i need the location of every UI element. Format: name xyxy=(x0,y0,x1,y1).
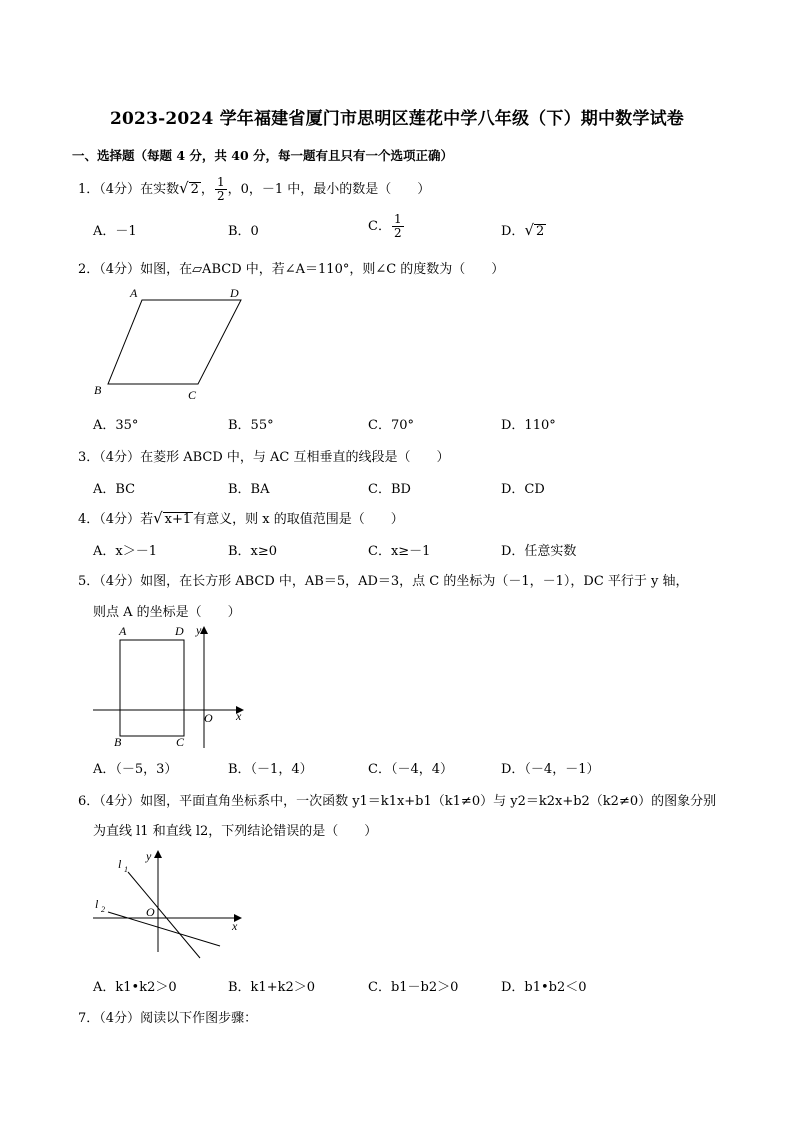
q2-option-d: D．110° xyxy=(501,418,556,433)
rectangle-coordinate-figure xyxy=(88,620,258,752)
q4-option-c: C．x≥－1 xyxy=(368,544,431,559)
q6-option-a: A．k1•k2＞0 xyxy=(93,980,177,995)
svg-text:A: A xyxy=(130,286,138,300)
svg-text:D: D xyxy=(175,624,184,638)
svg-text:B: B xyxy=(114,735,122,749)
question-5-line2: 则点 A 的坐标是（ ） xyxy=(93,605,241,620)
q3-option-c: C．BD xyxy=(368,482,411,497)
q6-option-c: C．b1－b2＞0 xyxy=(368,980,459,995)
question-3: 3．（4分）在菱形 ABCD 中，与 AC 互相垂直的线段是（ ） xyxy=(78,450,450,465)
parallelogram-figure xyxy=(88,282,258,407)
question-2: 2．（4分）如图，在▱ABCD 中，若∠A＝110°，则∠C 的度数为（ ） xyxy=(78,262,505,277)
linear-functions-figure xyxy=(88,842,258,967)
q3-option-d: D．CD xyxy=(501,482,545,497)
q1-option-a: A．－1 xyxy=(93,224,137,239)
q1-option-c: C． $\frac{1}{2}$ xyxy=(368,212,402,240)
question-7: 7．（4分）阅读以下作图步骤： xyxy=(78,1011,258,1026)
q5-option-c: C．（－4，4） xyxy=(368,762,453,777)
q2-option-c: C．70° xyxy=(368,418,414,433)
q3-option-a: A．BC xyxy=(93,482,136,497)
svg-text:C: C xyxy=(176,735,185,749)
svg-text:l: l xyxy=(95,897,99,911)
q6-option-d: D．b1•b2＜0 xyxy=(501,980,587,995)
svg-text:D: D xyxy=(230,286,239,300)
q5-option-a: A．（－5，3） xyxy=(93,762,178,777)
svg-text:C: C xyxy=(188,388,197,402)
q5-option-b: B．（－1，4） xyxy=(228,762,313,777)
svg-text:x: x xyxy=(232,919,238,933)
q4-option-b: B．x≥0 xyxy=(228,544,278,559)
question-6-line2: 为直线 l1 和直线 l2，下列结论错误的是（ ） xyxy=(93,824,378,839)
q4-option-d: D．任意实数 xyxy=(501,544,577,559)
svg-text:y: y xyxy=(146,849,152,863)
svg-text:B: B xyxy=(94,383,102,397)
question-1: 1．（4分）在实数√ 2 ， $\frac{1}{2}$ ，0，－1 中，最小的数是（ ） xyxy=(78,175,431,203)
q1-option-b: B．0 xyxy=(228,224,259,239)
q2-option-a: A．35° xyxy=(93,418,139,433)
question-5-line1: 5．（4分）如图，在长方形 ABCD 中，AB＝5，AD＝3，点 C 的坐标为（－1，－1），DC 平行于 y 轴， xyxy=(78,574,689,589)
q1-option-d: D．√ 2 xyxy=(501,221,545,239)
svg-text:2: 2 xyxy=(101,905,105,914)
page-title: 2023-2024 学年福建省厦门市思明区莲花中学八年级（下）期中数学试卷 xyxy=(109,109,684,129)
svg-text:O: O xyxy=(204,711,213,725)
svg-text:A: A xyxy=(119,624,127,638)
q4-option-a: A．x＞－1 xyxy=(93,544,157,559)
section-heading: 一、选择题（每题 4 分，共 40 分，每一题有且只有一个选项正确） xyxy=(72,148,454,163)
svg-text:O: O xyxy=(146,905,155,919)
q3-option-b: B．BA xyxy=(228,482,270,497)
q2-option-b: B．55° xyxy=(228,418,274,433)
q6-option-b: B．k1+k2＞0 xyxy=(228,980,316,995)
svg-text:x: x xyxy=(236,709,242,723)
fraction: $\frac{1}{2}$ xyxy=(216,175,225,203)
svg-text:1: 1 xyxy=(124,865,128,874)
question-6-line1: 6．（4分）如图，平面直角坐标系中，一次函数 y1＝k1x+b1（k1≠0）与 y2＝k2x+b2（k2≠0）的图象分别 xyxy=(78,794,717,809)
svg-text:l: l xyxy=(118,857,122,871)
question-4: 4．（4分）若√ x+1 有意义，则 x 的取值范围是（ ） xyxy=(78,509,404,527)
svg-text:y: y xyxy=(196,623,202,637)
q5-option-d: D．（－4，－1） xyxy=(501,762,600,777)
